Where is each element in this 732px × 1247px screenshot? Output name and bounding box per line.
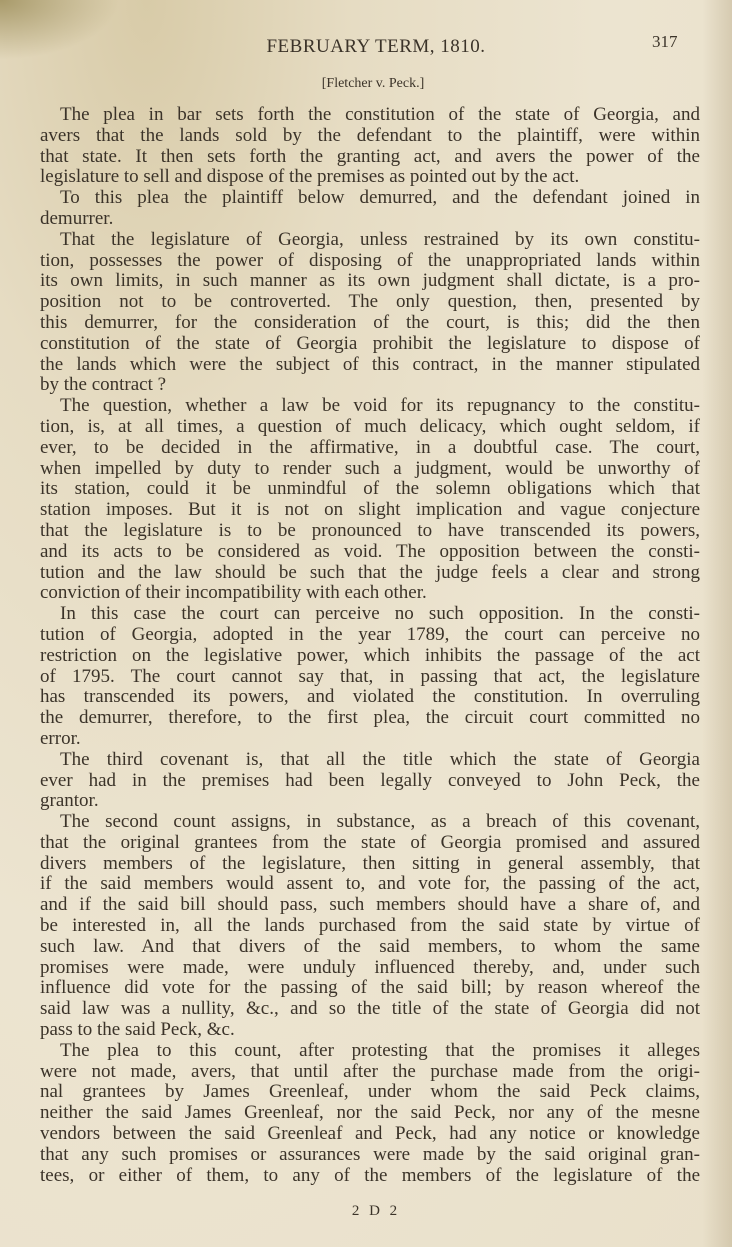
text-line: In this case the court can perceive no such opposition. In the consti- — [60, 604, 700, 625]
text-line: legislature to sell and dispose of the premises as pointed out by the act. — [40, 167, 580, 188]
text-line: constitution of the state of Georgia prohibit the legislature to dispose of — [40, 333, 700, 354]
text-line: that the original grantees from the state of Georgia promised and assured — [40, 832, 700, 853]
text-line: were not made, avers, that until after the purchase made from the origi- — [40, 1061, 700, 1082]
text-line: restriction on the legislative power, which inhibits the passage of the act — [40, 645, 700, 666]
page-number: 317 — [652, 32, 678, 51]
text-line: of 1795. The court cannot say that, in passing that act, the legislature — [40, 666, 700, 687]
text-line: divers members of the legislature, then sitting in general assembly, that — [40, 853, 700, 874]
text-line: if the said members would assent to, and vote for, the passing of the act, — [40, 874, 700, 895]
text-line: its own limits, in such manner as its own judgment shall dictate, is a pro- — [40, 271, 700, 292]
text-line: tution of Georgia, adopted in the year 1789, the court can perceive no — [40, 624, 700, 645]
page-gutter-shading — [702, 0, 732, 1247]
text-line: promises were made, were unduly influenced thereby, and, under such — [40, 957, 700, 978]
text-line: that the legislature is to be pronounced to have transcended its powers, — [40, 520, 700, 541]
text-line: ever, to be decided in the affirmative, in a doubtful case. The court, — [40, 437, 700, 458]
text-line: That the legislature of Georgia, unless restrained by its own constitu- — [60, 229, 700, 250]
text-line: pass to the said Peck, &c. — [40, 1020, 235, 1041]
text-line: has transcended its powers, and violated the constitution. In overruling — [40, 687, 700, 708]
text-line: tution and the law should be such that the judge feels a clear and strong — [40, 562, 700, 583]
text-line: vendors between the said Greenleaf and Peck, had any notice or knowledge — [40, 1124, 700, 1145]
text-line: nal grantees by James Greenleaf, under whom the said Peck claims, — [40, 1082, 700, 1103]
body-text — [40, 105, 700, 1186]
text-line: said law was a nullity, &c., and so the title of the state of Georgia did not — [40, 999, 700, 1020]
text-line: that state. It then sets forth the granting act, and avers the power of the — [40, 146, 700, 167]
text-line: avers that the lands sold by the defendant to the plaintiff, were within — [40, 125, 700, 146]
text-line: be interested in, all the lands purchased from the said state by virtue of — [40, 916, 700, 937]
text-line: ever had in the premises had been legally conveyed to John Peck, the — [40, 770, 700, 791]
text-line: grantor. — [40, 791, 99, 812]
text-line: tion, possesses the power of disposing of the unappropriated lands within — [40, 250, 700, 271]
signature-mark: 2 D 2 — [351, 1203, 401, 1219]
text-line: position not to be controverted. The only question, then, presented by — [40, 292, 700, 313]
text-line: when impelled by duty to render such a judgment, would be unworthy of — [40, 458, 700, 479]
text-line: tees, or either of them, to any of the members of the legislature of the — [40, 1165, 700, 1186]
text-line: the lands which were the subject of this contract, in the manner stipulated — [40, 354, 700, 375]
text-line: The third covenant is, that all the title which the state of Georgia — [60, 749, 700, 770]
text-line: the demurrer, therefore, to the first plea, the circuit court committed no — [40, 708, 700, 729]
text-line: tion, is, at all times, a question of much delicacy, which ought seldom, if — [40, 416, 700, 437]
text-line: conviction of their incompatibility with each other. — [40, 583, 427, 604]
text-line: and if the said bill should pass, such members should have a share of, and — [40, 895, 700, 916]
running-head: FEBRUARY TERM, 1810. — [266, 36, 486, 57]
text-line: The plea to this count, after protesting that the promises it alleges — [60, 1040, 700, 1061]
case-title: [Fletcher v. Peck.] — [321, 76, 425, 91]
text-line: The question, whether a law be void for its repugnancy to the constitu- — [60, 396, 700, 417]
text-line: that any such promises or assurances were made by the said original gran- — [40, 1144, 700, 1165]
text-line: this demurrer, for the consideration of the court, is this; did the then — [40, 312, 700, 333]
text-line: demurrer. — [40, 208, 114, 229]
text-line: To this plea the plaintiff below demurred, and the defendant joined in — [60, 188, 700, 209]
text-line: influence did vote for the passing of the said bill; by reason whereof the — [40, 978, 700, 999]
text-line: error. — [40, 728, 81, 749]
text-line: its station, could it be unmindful of the solemn obligations which that — [40, 479, 700, 500]
text-line: by the contract ? — [40, 375, 167, 396]
text-line: neither the said James Greenleaf, nor the said Peck, nor any of the mesne — [40, 1103, 700, 1124]
text-line: The plea in bar sets forth the constitution of the state of Georgia, and — [60, 105, 700, 125]
text-line: station imposes. But it is not on slight implication and vague conjecture — [40, 500, 700, 521]
text-line: The second count assigns, in substance, as a breach of this covenant, — [60, 812, 700, 833]
text-line: and its acts to be considered as void. The opposition between the consti- — [40, 541, 700, 562]
text-line: such law. And that divers of the said members, to whom the same — [40, 936, 700, 957]
